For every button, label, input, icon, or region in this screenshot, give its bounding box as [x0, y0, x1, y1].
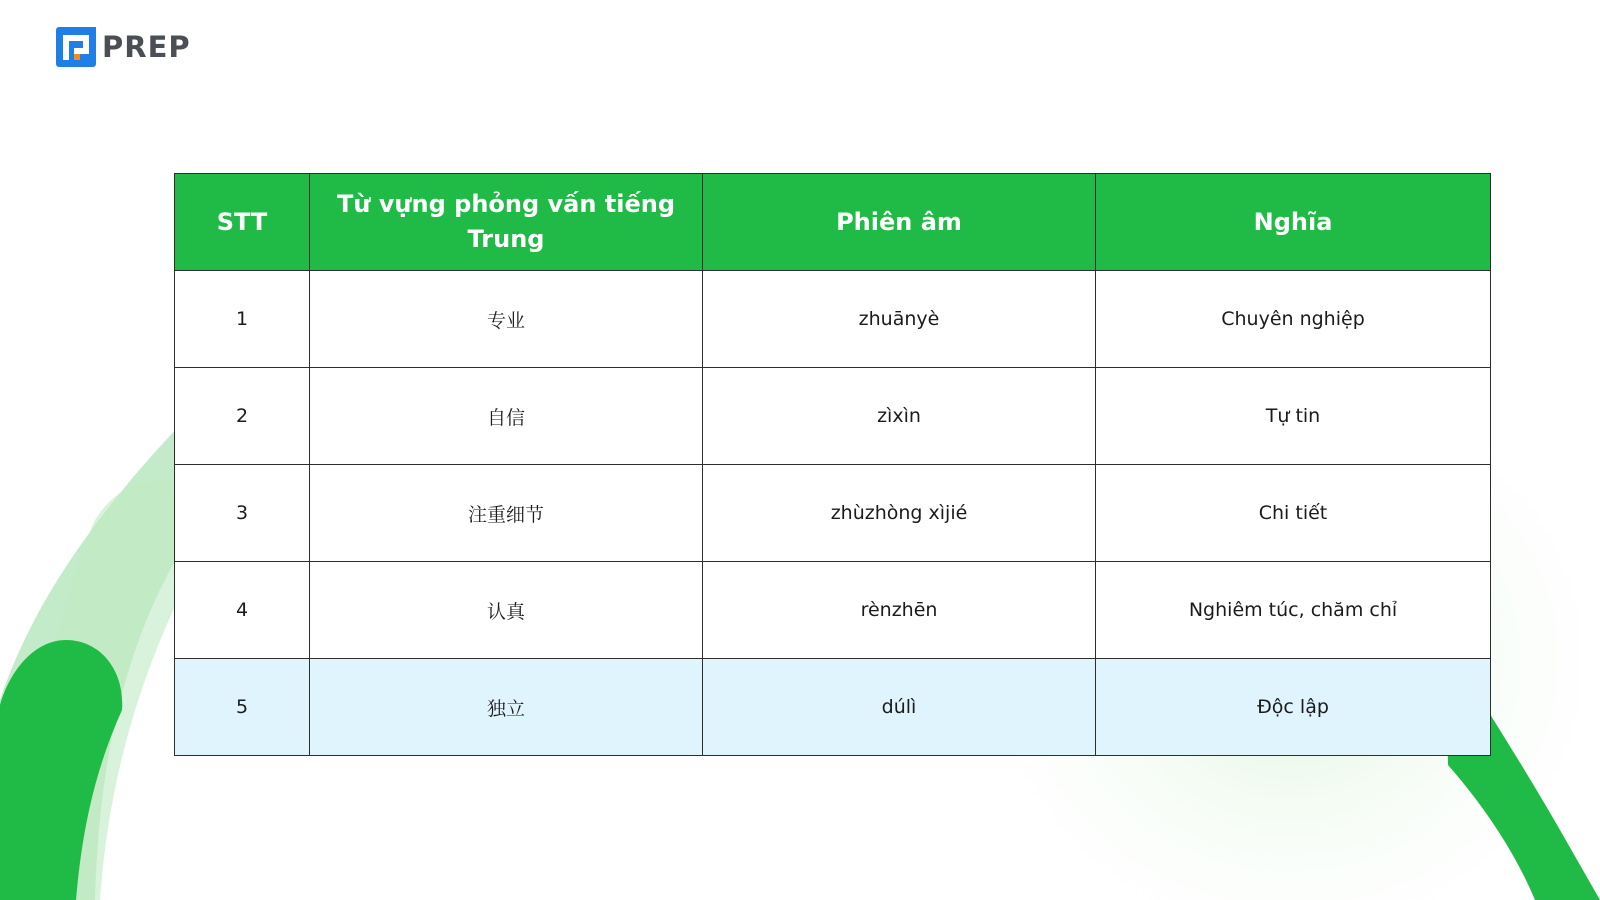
cell-stt: 3 — [175, 465, 310, 562]
table-row — [175, 465, 1491, 562]
cell-stt: 4 — [175, 562, 310, 659]
cell-meaning: Chi tiết — [1096, 465, 1491, 562]
header-stt: STT — [175, 174, 310, 271]
cell-stt: 2 — [175, 368, 310, 465]
cell-pronunciation: zìxìn — [703, 368, 1096, 465]
header-word: Từ vựng phỏng vấn tiếng Trung — [310, 174, 703, 271]
header-pronunciation: Phiên âm — [703, 174, 1096, 271]
cell-stt: 5 — [175, 659, 310, 756]
cell-pronunciation: dúlì — [703, 659, 1096, 756]
cell-pronunciation: zhuānyè — [703, 271, 1096, 368]
cell-pronunciation: rènzhēn — [703, 562, 1096, 659]
table-row — [175, 562, 1491, 659]
cell-stt: 1 — [175, 271, 310, 368]
vocabulary-table — [174, 173, 1491, 756]
header-meaning: Nghĩa — [1096, 174, 1491, 271]
cell-pronunciation: zhùzhòng xìjié — [703, 465, 1096, 562]
prep-logo[interactable] — [56, 27, 191, 67]
vocabulary-table-container — [174, 173, 1491, 756]
cell-word: 专业 — [310, 271, 703, 368]
cell-word: 认真 — [310, 562, 703, 659]
cell-meaning: Chuyên nghiệp — [1096, 271, 1491, 368]
table-row-highlighted — [175, 659, 1491, 756]
cell-meaning: Nghiêm túc, chăm chỉ — [1096, 562, 1491, 659]
cell-meaning: Độc lập — [1096, 659, 1491, 756]
table-header-row — [175, 174, 1491, 271]
table-row — [175, 271, 1491, 368]
cell-meaning: Tự tin — [1096, 368, 1491, 465]
cell-word: 注重细节 — [310, 465, 703, 562]
prep-logo-icon — [56, 27, 96, 67]
cell-word: 独立 — [310, 659, 703, 756]
table-row — [175, 368, 1491, 465]
cell-word: 自信 — [310, 368, 703, 465]
brand-name: PREP — [102, 30, 191, 64]
